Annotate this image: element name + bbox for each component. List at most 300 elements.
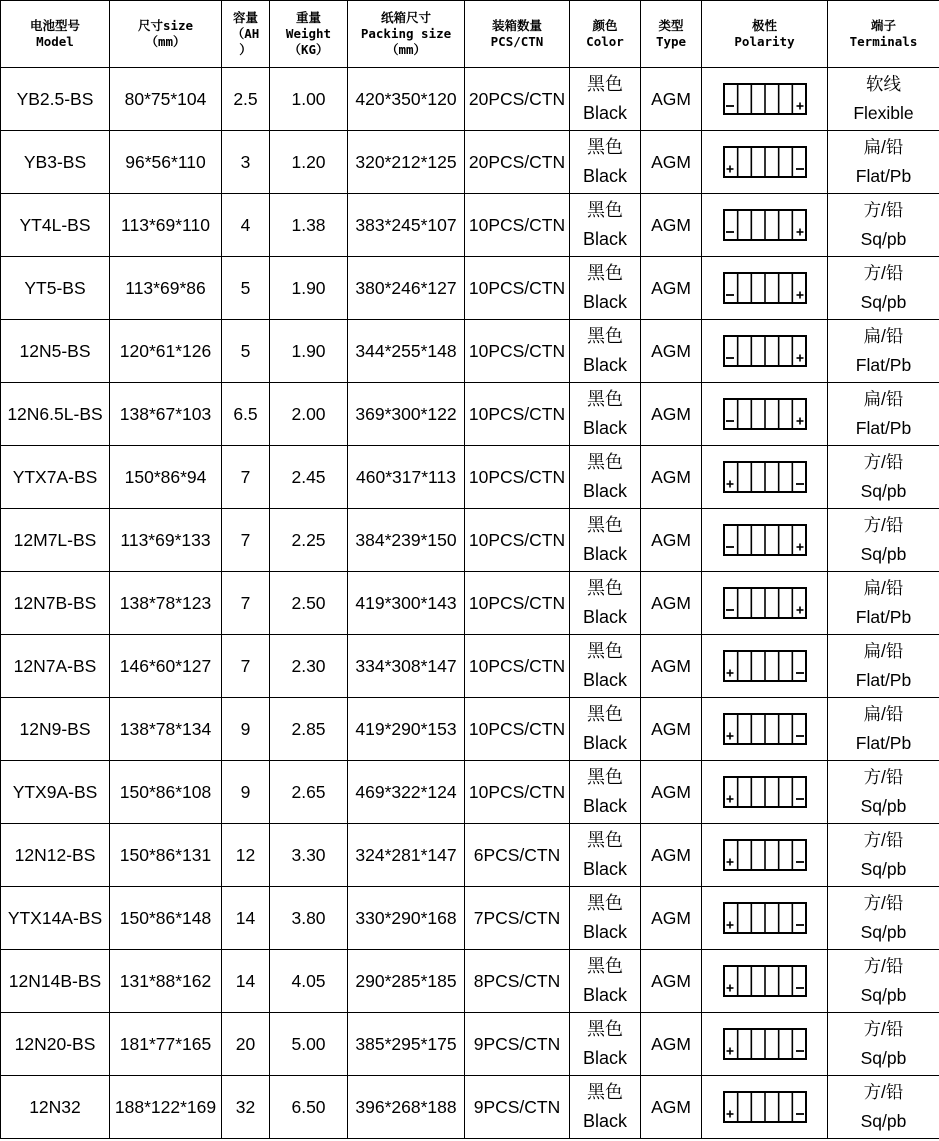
header-weight [270,1,348,68]
cell-packing-size: 369*300*122 [348,383,465,446]
cell-type: AGM [641,131,702,194]
cell-term-en: Sq/pb [860,1048,907,1068]
cell-type: AGM [641,572,702,635]
cell-size: 150*86*131 [110,824,222,887]
positive-terminal-icon [726,670,733,677]
cell-weight: 1.90 [270,320,348,383]
table-row [1,509,939,572]
cell-terminals [828,887,939,950]
cell-size: 113*69*110 [110,194,222,257]
cell-term-en: Sq/pb [860,922,907,942]
polarity-diagram-positive-left [722,145,808,179]
cell-type: AGM [641,698,702,761]
header-model [1,1,110,68]
table-row [1,635,939,698]
cell-terminals [828,824,939,887]
cell-packing-size: 419*290*153 [348,698,465,761]
cell-capacity: 7 [222,635,270,698]
header-polarity-cn: 极性 [751,18,777,33]
cell-model: 12N7B-BS [1,572,110,635]
cell-polarity [702,698,828,761]
polarity-diagram-positive-left [722,775,808,809]
header-color [570,1,641,68]
cell-size: 80*75*104 [110,68,222,131]
cell-polarity [702,509,828,572]
cell-type: AGM [641,824,702,887]
polarity-diagram-positive-left [722,838,808,872]
cell-model: YTX14A-BS [1,887,110,950]
cell-color-cn: 黑色 [587,1019,623,1039]
positive-terminal-icon [726,1111,733,1118]
cell-weight: 2.50 [270,572,348,635]
header-weight-en: Weight [285,26,332,41]
cell-terminals [828,446,939,509]
cell-capacity: 20 [222,1013,270,1076]
header-packing-size-en: Packing size [360,26,452,41]
polarity-diagram-positive-left [722,1090,808,1124]
table-row [1,761,939,824]
cell-color-cn: 黑色 [587,704,623,724]
cell-size: 146*60*127 [110,635,222,698]
cell-color [570,383,641,446]
cell-terminals [828,950,939,1013]
cell-term-cn: 扁/铅 [863,704,904,724]
cell-terminals [828,761,939,824]
table-row [1,950,939,1013]
header-weight-extra: （KG） [288,42,329,57]
cell-capacity: 6.5 [222,383,270,446]
cell-color-en: Black [582,670,627,690]
cell-color [570,824,641,887]
cell-term-cn: 方/铅 [863,515,904,535]
cell-type: AGM [641,68,702,131]
cell-model: 12N14B-BS [1,950,110,1013]
cell-size: 138*67*103 [110,383,222,446]
polarity-diagram-positive-left [722,1027,808,1061]
cell-packing-size: 383*245*107 [348,194,465,257]
cell-polarity [702,950,828,1013]
cell-type: AGM [641,320,702,383]
cell-term-en: Sq/pb [860,985,907,1005]
cell-color-cn: 黑色 [587,956,623,976]
cell-type: AGM [641,194,702,257]
polarity-diagram-positive-left [722,901,808,935]
cell-polarity [702,1013,828,1076]
cell-color-en: Black [582,922,627,942]
cell-term-cn: 方/铅 [863,1082,904,1102]
cell-pcs-per-carton: 10PCS/CTN [465,572,570,635]
header-pcs-per-carton [465,1,570,68]
cell-color-en: Black [582,1048,627,1068]
cell-model: 12N9-BS [1,698,110,761]
cell-term-en: Sq/pb [860,481,907,501]
table-row [1,68,939,131]
cell-packing-size: 320*212*125 [348,131,465,194]
cell-color [570,68,641,131]
cell-polarity [702,572,828,635]
table-body [1,68,939,1139]
cell-size: 96*56*110 [110,131,222,194]
cell-size: 138*78*134 [110,698,222,761]
cell-pcs-per-carton: 10PCS/CTN [465,194,570,257]
cell-size: 113*69*133 [110,509,222,572]
cell-color-en: Black [582,292,627,312]
polarity-diagram-positive-left [722,964,808,998]
cell-term-en: Sq/pb [860,292,907,312]
cell-color-cn: 黑色 [587,263,623,283]
cell-polarity [702,131,828,194]
positive-terminal-icon [726,859,733,866]
cell-terminals [828,698,939,761]
table-row [1,320,939,383]
cell-color-cn: 黑色 [587,1082,623,1102]
cell-packing-size: 384*239*150 [348,509,465,572]
cell-color [570,698,641,761]
cell-capacity: 9 [222,698,270,761]
header-capacity [222,1,270,68]
cell-packing-size: 344*255*148 [348,320,465,383]
header-type [641,1,702,68]
cell-capacity: 14 [222,950,270,1013]
cell-type: AGM [641,635,702,698]
cell-capacity: 7 [222,446,270,509]
cell-polarity [702,68,828,131]
cell-color-en: Black [582,418,627,438]
cell-weight: 1.90 [270,257,348,320]
positive-terminal-icon [796,544,803,551]
cell-color [570,446,641,509]
cell-model: YTX7A-BS [1,446,110,509]
cell-polarity [702,887,828,950]
cell-size: 188*122*169 [110,1076,222,1139]
cell-color-cn: 黑色 [587,578,623,598]
cell-pcs-per-carton: 9PCS/CTN [465,1013,570,1076]
positive-terminal-icon [796,292,803,299]
cell-color [570,131,641,194]
cell-polarity [702,320,828,383]
cell-color-cn: 黑色 [587,326,623,346]
cell-capacity: 32 [222,1076,270,1139]
cell-terminals [828,320,939,383]
cell-model: 12N7A-BS [1,635,110,698]
header-terminals-en: Terminals [849,34,918,49]
cell-polarity [702,635,828,698]
cell-pcs-per-carton: 10PCS/CTN [465,383,570,446]
cell-type: AGM [641,1076,702,1139]
cell-weight: 4.05 [270,950,348,1013]
header-pcs-per-carton-cn: 装箱数量 [491,18,542,33]
cell-term-cn: 扁/铅 [863,137,904,157]
cell-weight: 1.20 [270,131,348,194]
header-size-cn: 尺寸size [137,18,194,33]
cell-color [570,635,641,698]
cell-terminals [828,635,939,698]
cell-color-cn: 黑色 [587,200,623,220]
cell-size: 138*78*123 [110,572,222,635]
cell-type: AGM [641,887,702,950]
cell-capacity: 9 [222,761,270,824]
table-row [1,1076,939,1139]
cell-term-cn: 扁/铅 [863,389,904,409]
cell-color-cn: 黑色 [587,74,623,94]
cell-model: 12N6.5L-BS [1,383,110,446]
cell-weight: 3.80 [270,887,348,950]
cell-term-cn: 方/铅 [863,1019,904,1039]
cell-model: YT4L-BS [1,194,110,257]
cell-term-cn: 方/铅 [863,263,904,283]
cell-model: YB3-BS [1,131,110,194]
cell-pcs-per-carton: 10PCS/CTN [465,320,570,383]
cell-polarity [702,257,828,320]
cell-packing-size: 330*290*168 [348,887,465,950]
cell-weight: 6.50 [270,1076,348,1139]
positive-terminal-icon [726,481,733,488]
cell-terminals [828,1013,939,1076]
table-row [1,194,939,257]
cell-model: YT5-BS [1,257,110,320]
positive-terminal-icon [796,229,803,236]
cell-term-en: Sq/pb [860,544,907,564]
cell-pcs-per-carton: 10PCS/CTN [465,509,570,572]
header-capacity-extra: ） [239,42,252,57]
header-polarity [702,1,828,68]
cell-type: AGM [641,509,702,572]
header-size-en: （mm） [145,34,186,49]
table-row [1,572,939,635]
cell-pcs-per-carton: 20PCS/CTN [465,131,570,194]
positive-terminal-icon [726,985,733,992]
cell-color [570,509,641,572]
cell-pcs-per-carton: 10PCS/CTN [465,761,570,824]
cell-packing-size: 385*295*175 [348,1013,465,1076]
cell-weight: 2.25 [270,509,348,572]
cell-color-cn: 黑色 [587,767,623,787]
polarity-diagram-negative-left [722,397,808,431]
cell-pcs-per-carton: 9PCS/CTN [465,1076,570,1139]
cell-pcs-per-carton: 10PCS/CTN [465,446,570,509]
cell-color-en: Black [582,544,627,564]
header-capacity-en: （AH [231,26,260,41]
cell-terminals [828,1076,939,1139]
positive-terminal-icon [796,355,803,362]
cell-term-en: Flat/Pb [855,418,912,438]
cell-color-cn: 黑色 [587,137,623,157]
header-color-cn: 颜色 [592,18,618,33]
cell-capacity: 5 [222,257,270,320]
header-packing-size [348,1,465,68]
cell-color-en: Black [582,103,627,123]
cell-term-en: Flat/Pb [855,733,912,753]
polarity-diagram-negative-left [722,271,808,305]
cell-packing-size: 334*308*147 [348,635,465,698]
cell-capacity: 2.5 [222,68,270,131]
cell-term-cn: 扁/铅 [863,578,904,598]
cell-packing-size: 380*246*127 [348,257,465,320]
positive-terminal-icon [726,796,733,803]
cell-polarity [702,1076,828,1139]
cell-weight: 5.00 [270,1013,348,1076]
cell-color-en: Black [582,355,627,375]
cell-color-en: Black [582,859,627,879]
cell-weight: 2.30 [270,635,348,698]
cell-term-cn: 方/铅 [863,200,904,220]
cell-model: YB2.5-BS [1,68,110,131]
cell-terminals [828,572,939,635]
cell-color-cn: 黑色 [587,515,623,535]
positive-terminal-icon [796,103,803,110]
cell-pcs-per-carton: 8PCS/CTN [465,950,570,1013]
cell-capacity: 14 [222,887,270,950]
polarity-diagram-negative-left [722,208,808,242]
header-packing-size-cn: 纸箱尺寸 [380,10,431,25]
positive-terminal-icon [726,166,733,173]
cell-polarity [702,194,828,257]
cell-terminals [828,194,939,257]
polarity-diagram-negative-left [722,334,808,368]
cell-pcs-per-carton: 10PCS/CTN [465,698,570,761]
cell-model: 12N32 [1,1076,110,1139]
cell-size: 113*69*86 [110,257,222,320]
cell-color-cn: 黑色 [587,893,623,913]
cell-term-en: Sq/pb [860,1111,907,1131]
cell-type: AGM [641,446,702,509]
cell-size: 150*86*148 [110,887,222,950]
cell-model: 12M7L-BS [1,509,110,572]
cell-weight: 2.85 [270,698,348,761]
cell-size: 150*86*108 [110,761,222,824]
positive-terminal-icon [726,922,733,929]
table-row [1,698,939,761]
header-row [1,1,939,68]
table-row [1,1013,939,1076]
cell-term-en: Flat/Pb [855,166,912,186]
cell-weight: 2.65 [270,761,348,824]
header-packing-size-extra: （mm） [385,42,427,57]
cell-capacity: 12 [222,824,270,887]
cell-term-en: Flat/Pb [855,670,912,690]
cell-size: 150*86*94 [110,446,222,509]
cell-model: 12N5-BS [1,320,110,383]
cell-pcs-per-carton: 7PCS/CTN [465,887,570,950]
cell-color [570,257,641,320]
cell-polarity [702,761,828,824]
polarity-diagram-negative-left [722,523,808,557]
header-pcs-per-carton-en: PCS/CTN [490,34,544,49]
cell-terminals [828,257,939,320]
cell-size: 181*77*165 [110,1013,222,1076]
cell-term-cn: 方/铅 [863,893,904,913]
table-row [1,446,939,509]
polarity-diagram-negative-left [722,82,808,116]
table-row [1,383,939,446]
cell-color [570,761,641,824]
header-terminals [828,1,939,68]
cell-type: AGM [641,761,702,824]
cell-pcs-per-carton: 10PCS/CTN [465,257,570,320]
cell-capacity: 7 [222,572,270,635]
cell-packing-size: 469*322*124 [348,761,465,824]
cell-type: AGM [641,383,702,446]
cell-terminals [828,68,939,131]
polarity-diagram-positive-left [722,460,808,494]
cell-color-cn: 黑色 [587,452,623,472]
cell-capacity: 3 [222,131,270,194]
header-weight-cn: 重量 [295,10,321,25]
cell-capacity: 7 [222,509,270,572]
header-model-en: Model [36,34,74,49]
positive-terminal-icon [796,607,803,614]
cell-color-cn: 黑色 [587,641,623,661]
cell-weight: 1.00 [270,68,348,131]
cell-type: AGM [641,257,702,320]
cell-term-cn: 方/铅 [863,830,904,850]
cell-color [570,1076,641,1139]
cell-term-en: Flat/Pb [855,355,912,375]
cell-size: 120*61*126 [110,320,222,383]
cell-pcs-per-carton: 6PCS/CTN [465,824,570,887]
positive-terminal-icon [796,418,803,425]
cell-weight: 3.30 [270,824,348,887]
cell-term-en: Sq/pb [860,796,907,816]
cell-pcs-per-carton: 10PCS/CTN [465,635,570,698]
cell-weight: 1.38 [270,194,348,257]
header-terminals-cn: 端子 [870,18,896,33]
cell-weight: 2.00 [270,383,348,446]
cell-color-en: Black [582,229,627,249]
header-size [110,1,222,68]
table-row [1,131,939,194]
cell-pcs-per-carton: 20PCS/CTN [465,68,570,131]
cell-model: 12N12-BS [1,824,110,887]
cell-packing-size: 324*281*147 [348,824,465,887]
header-model-cn: 电池型号 [29,18,80,33]
header-capacity-cn: 容量 [232,10,258,25]
positive-terminal-icon [726,1048,733,1055]
cell-color [570,194,641,257]
cell-capacity: 4 [222,194,270,257]
table-row [1,824,939,887]
cell-color-en: Black [582,796,627,816]
positive-terminal-icon [726,733,733,740]
cell-term-cn: 方/铅 [863,767,904,787]
header-type-en: Type [655,34,687,49]
cell-type: AGM [641,1013,702,1076]
cell-term-en: Flat/Pb [855,607,912,627]
header-polarity-en: Polarity [734,34,795,49]
cell-polarity [702,446,828,509]
cell-terminals [828,131,939,194]
cell-packing-size: 290*285*185 [348,950,465,1013]
cell-color [570,887,641,950]
cell-size: 131*88*162 [110,950,222,1013]
table-row [1,887,939,950]
cell-type: AGM [641,950,702,1013]
cell-color-en: Black [582,733,627,753]
cell-color-en: Black [582,607,627,627]
cell-terminals [828,383,939,446]
cell-term-cn: 方/铅 [863,956,904,976]
cell-color-en: Black [582,166,627,186]
cell-color [570,1013,641,1076]
cell-packing-size: 396*268*188 [348,1076,465,1139]
cell-color-en: Black [582,1111,627,1131]
cell-color-en: Black [582,481,627,501]
cell-packing-size: 419*300*143 [348,572,465,635]
cell-color-en: Black [582,985,627,1005]
header-color-en: Color [586,34,624,49]
cell-color [570,572,641,635]
cell-color-cn: 黑色 [587,830,623,850]
